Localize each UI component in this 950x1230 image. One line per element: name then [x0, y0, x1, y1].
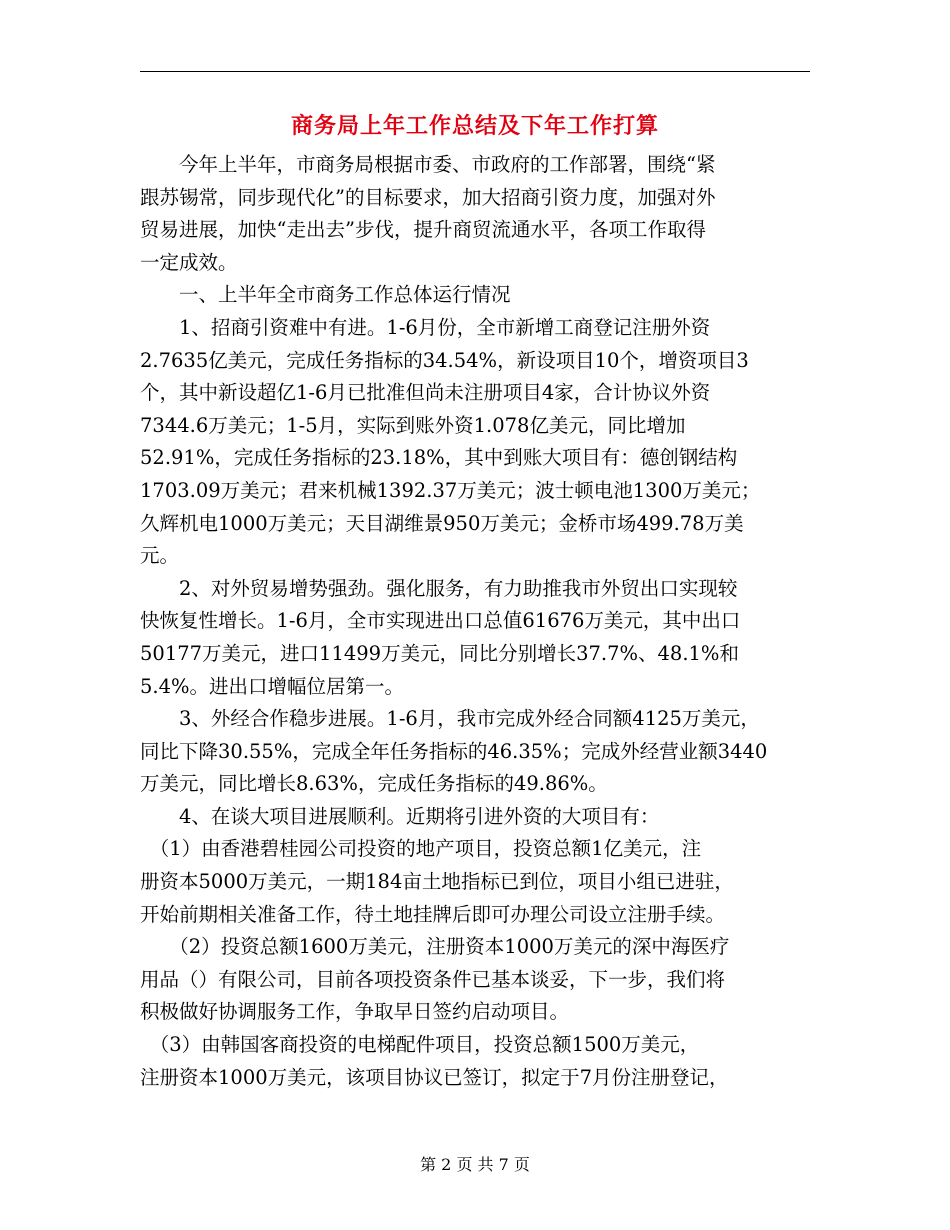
- header-rule: [140, 71, 810, 72]
- body-line: 用品（）有限公司，目前各项投资条件已基本谈妥，下一步，我们将: [140, 967, 726, 991]
- body-line: 积极做好协调服务工作，争取早日签约启动项目。: [140, 1000, 570, 1024]
- body-line: 万美元，同比增长8.63%，完成任务指标的49.86%。: [140, 772, 608, 796]
- body-line: 久辉机电1000万美元；天目湖维景950万美元；金桥市场499.78万美: [140, 511, 744, 535]
- body-line: 开始前期相关准备工作，待土地挂牌后即可办理公司设立注册手续。: [140, 902, 726, 926]
- body-line: 今年上半年，市商务局根据市委、市政府的工作部署，围绕“紧: [140, 153, 716, 176]
- body-line: 同比下降30.55%，完成全年任务指标的46.35%；完成外经营业额3440: [140, 739, 768, 763]
- body-line: 个，其中新设超亿1-6月已批准但尚未注册项目4家，合计协议外资: [140, 381, 711, 405]
- body-line: 5.4%。进出口增幅位居第一。: [140, 674, 405, 698]
- body-line: 快恢复性增长。1-6月，全市实现进出口总值61676万美元，其中出口: [140, 609, 741, 633]
- body-line: 元。: [140, 544, 180, 568]
- body-line: （2）投资总额1600万美元，注册资本1000万美元的深中海医疗: [140, 935, 730, 959]
- body-line: 52.91%，完成任务指标的23.18%，其中到账大项目有：德创钢结构: [140, 446, 738, 470]
- body-line: 4、在谈大项目进展顺利。近期将引进外资的大项目有：: [140, 804, 660, 828]
- body-line: 注册资本1000万美元，该项目协议已签订，拟定于7月份注册登记，: [140, 1065, 729, 1089]
- document-title: 商务局上年工作总结及下年工作打算: [290, 113, 659, 139]
- page-number: 第 2 页 共 7 页: [420, 1155, 530, 1174]
- body-line: 7344.6万美元；1-5月，实际到账外资1.078亿美元，同比增加: [140, 413, 686, 437]
- body-line: 1、招商引资难中有进。1-6月份，全市新增工商登记注册外资: [140, 315, 711, 339]
- body-line: 跟苏锡常，同步现代化”的目标要求，加大招商引资力度，加强对外: [140, 185, 716, 209]
- body-line: 2、对外贸易增势强劲。强化服务，有力助推我市外贸出口实现较: [140, 576, 738, 600]
- body-line: 2.7635亿美元，完成任务指标的34.54%，新设项目10个，增资项目3: [140, 348, 749, 372]
- body-line: 1703.09万美元；君来机械1392.37万美元；波士顿电池1300万美元；: [140, 478, 761, 502]
- body-line: 一定成效。: [140, 250, 238, 274]
- body-line: 3、外经合作稳步进展。1-6月，我市完成外经合同额4125万美元，: [140, 707, 760, 731]
- section-heading: 一、上半年全市商务工作总体运行情况: [140, 283, 511, 307]
- body-line: 50177万美元，进口11499万美元，同比分别增长37.7%、48.1%和: [140, 641, 739, 665]
- body-line: （1）由香港碧桂园公司投资的地产项目，投资总额1亿美元，注: [140, 837, 702, 861]
- body-line: （3）由韩国客商投资的电梯配件项目，投资总额1500万美元，: [140, 1033, 700, 1057]
- body-line: 贸易进展，加快“走出去”步伐，提升商贸流通水平，各项工作取得: [140, 218, 706, 242]
- body-line: 册资本5000万美元，一期184亩土地指标已到位，项目小组已进驻，: [140, 870, 734, 894]
- document-body: [140, 149, 812, 1094]
